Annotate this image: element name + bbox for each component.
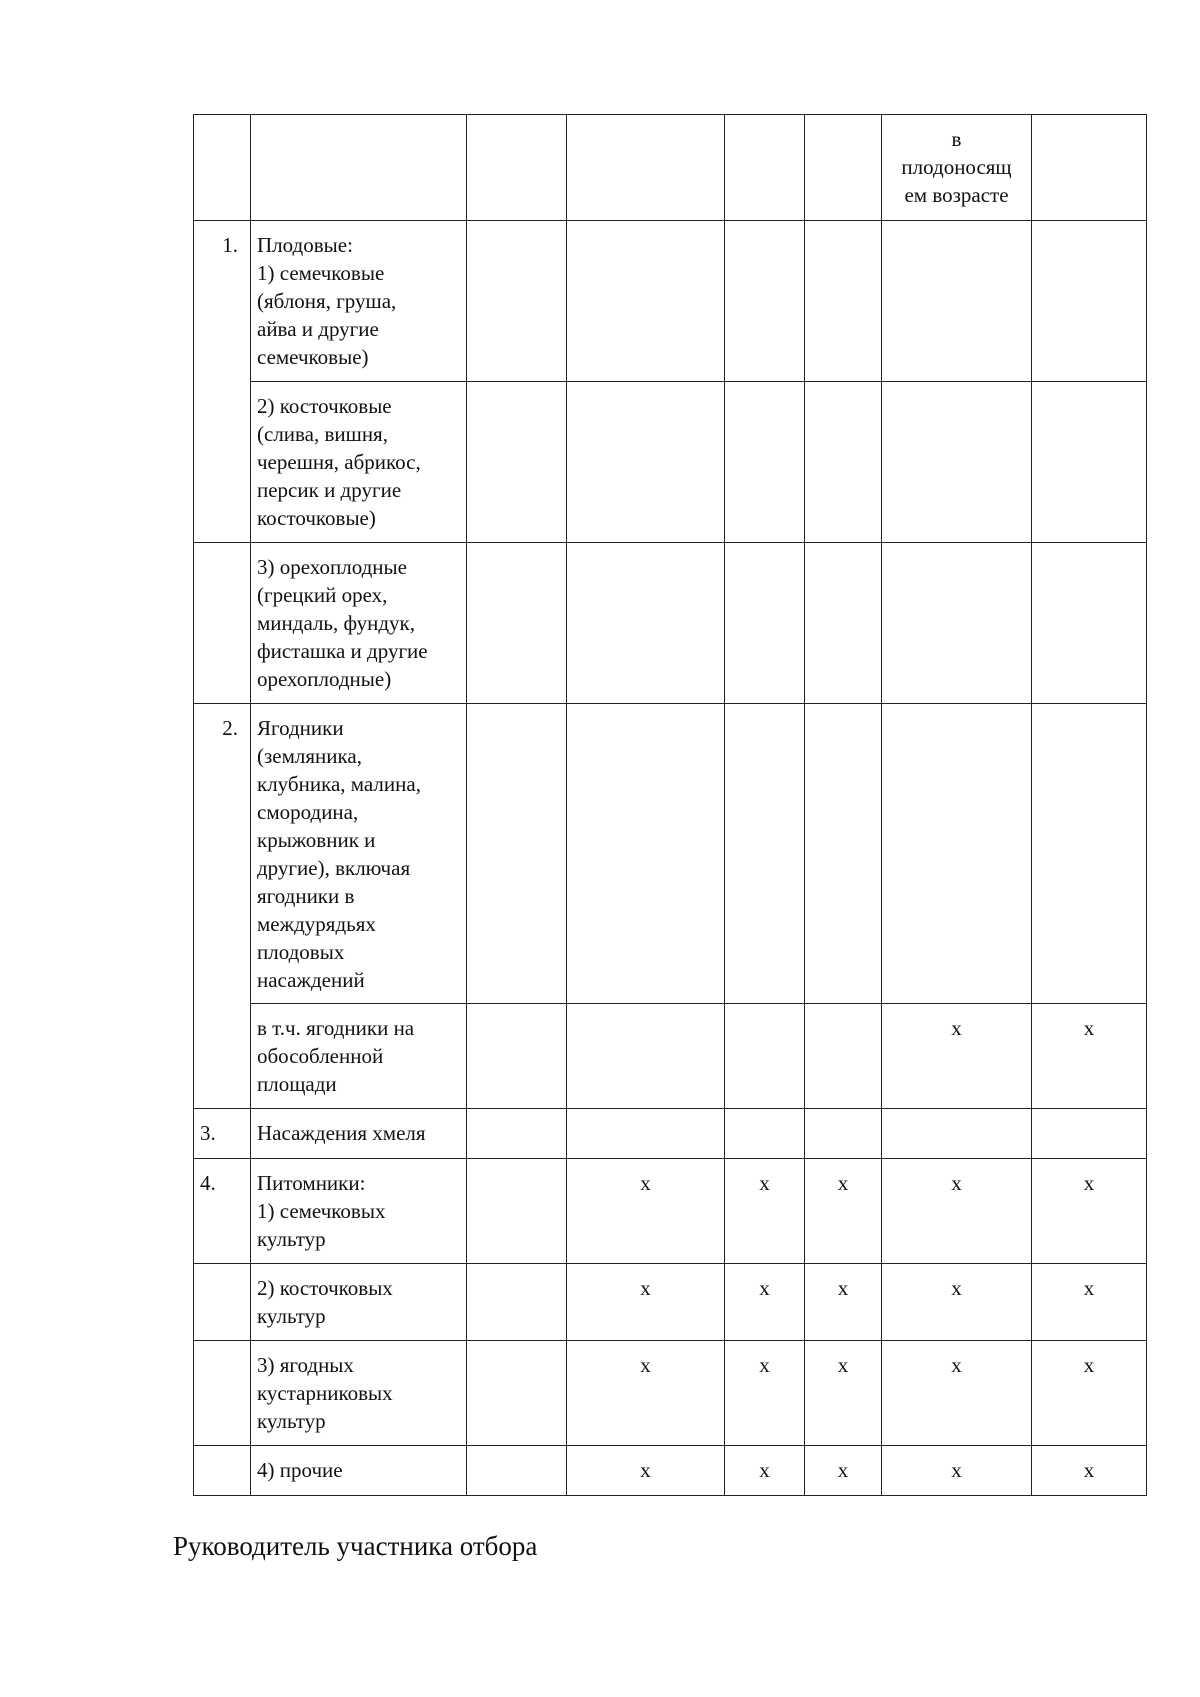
mark-cell	[467, 1159, 567, 1264]
row-number: 3.	[194, 1109, 251, 1159]
row-label: Питомники: 1) семечковых культур	[251, 1159, 467, 1264]
table-row	[194, 1109, 1147, 1159]
mark-cell	[467, 1446, 567, 1496]
row-label: в т.ч. ягодники на обособленной площади	[251, 1004, 467, 1109]
row-number	[194, 543, 251, 704]
mark-cell: х	[1032, 1446, 1147, 1496]
row-number: 1.	[194, 221, 251, 382]
row-label: 3) орехоплодные (грецкий орех, миндаль, фундук, фисташка и другие орехоплодные)	[251, 543, 467, 704]
header-age-label: в плодоносящ ем возрасте	[882, 115, 1032, 221]
row-label: Насаждения хмеля	[251, 1109, 467, 1159]
mark-cell: х	[882, 1341, 1032, 1446]
row-label: 3) ягодных кустарниковых культур	[251, 1341, 467, 1446]
mark-cell: х	[882, 1004, 1032, 1109]
row-number	[194, 1004, 251, 1109]
mark-cell	[467, 1341, 567, 1446]
table-row	[194, 704, 1147, 1004]
mark-cell: х	[1032, 1159, 1147, 1264]
row-label: 2) косточковых культур	[251, 1264, 467, 1341]
mark-cell: х	[725, 1446, 805, 1496]
mark-cell	[725, 1004, 805, 1109]
header-cell	[805, 115, 882, 221]
mark-cell: х	[882, 1264, 1032, 1341]
mark-cell: х	[567, 1341, 725, 1446]
mark-cell	[567, 1004, 725, 1109]
mark-cell: х	[882, 1446, 1032, 1496]
table-row	[194, 1004, 1147, 1109]
table-row	[194, 1446, 1147, 1496]
mark-cell: х	[882, 1159, 1032, 1264]
row-label: 2) косточковые (слива, вишня, черешня, абрикос, персик и другие косточковые)	[251, 382, 467, 543]
mark-cell: х	[567, 1446, 725, 1496]
row-number: 4.	[194, 1159, 251, 1264]
table-row	[194, 221, 1147, 382]
header-cell	[467, 115, 567, 221]
mark-cell	[805, 1004, 882, 1109]
table-header-row	[194, 115, 1147, 221]
mark-cell: х	[805, 1446, 882, 1496]
row-number	[194, 382, 251, 543]
row-label: Плодовые: 1) семечковые (яблоня, груша, айва и другие семечковые)	[251, 221, 467, 382]
mark-cell: х	[805, 1159, 882, 1264]
mark-cell: х	[1032, 1341, 1147, 1446]
table-row	[194, 382, 1147, 543]
header-cell	[194, 115, 251, 221]
row-label: Ягодники (земляника, клубника, малина, смородина, крыжовник и другие), включая ягодники в междурядьях плодовых насаждений	[251, 704, 467, 1004]
table-row	[194, 1341, 1147, 1446]
mark-cell	[467, 1004, 567, 1109]
mark-cell: х	[725, 1159, 805, 1264]
mark-cell: х	[1032, 1264, 1147, 1341]
header-cell	[251, 115, 467, 221]
header-cell	[1032, 115, 1147, 221]
row-number	[194, 1264, 251, 1341]
mark-cell: х	[567, 1264, 725, 1341]
table-row	[194, 1159, 1147, 1264]
mark-cell: х	[805, 1341, 882, 1446]
signature-line-text: Руководитель участника отбора	[173, 1531, 538, 1561]
row-label: 4) прочие	[251, 1446, 467, 1496]
row-number	[194, 1341, 251, 1446]
row-number	[194, 1446, 251, 1496]
mark-cell: х	[1032, 1004, 1147, 1109]
table-row	[194, 543, 1147, 704]
header-cell	[725, 115, 805, 221]
mark-cell: х	[805, 1264, 882, 1341]
row-number: 2.	[194, 704, 251, 1004]
mark-cell: х	[725, 1264, 805, 1341]
mark-cell	[467, 1264, 567, 1341]
crops-table	[193, 114, 1147, 1496]
mark-cell: х	[567, 1159, 725, 1264]
mark-cell: х	[725, 1341, 805, 1446]
header-cell	[567, 115, 725, 221]
table-row	[194, 1264, 1147, 1341]
